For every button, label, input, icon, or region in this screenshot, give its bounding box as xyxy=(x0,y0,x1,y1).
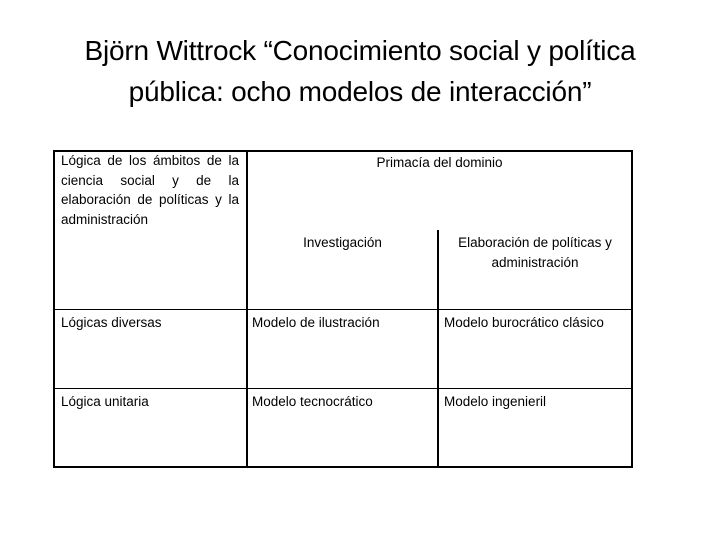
group-header-primacia: Primacía del dominio xyxy=(376,155,503,170)
table-border-right xyxy=(631,150,633,468)
slide-title-line-2: pública: ocho modelos de interacción” xyxy=(128,76,592,107)
corner-header xyxy=(61,151,239,229)
cell-modelo-ilustracion: Modelo de ilustración xyxy=(252,315,380,330)
column-header-elaboracion-line-2: administración xyxy=(491,254,579,270)
corner-header-line-3: elaboración de políticas y la xyxy=(61,192,239,207)
cell-modelo-burocratico: Modelo burocrático clásico xyxy=(444,315,604,330)
row-label-logicas-diversas: Lógicas diversas xyxy=(61,315,162,330)
corner-header-line-1: Lógica de los ámbitos de la xyxy=(61,153,239,168)
table-row-divider-2 xyxy=(53,388,633,389)
column-header-elaboracion-line-1: Elaboración de políticas y xyxy=(458,235,612,250)
table-border-left xyxy=(53,150,55,468)
column-header-elaboracion xyxy=(439,233,631,272)
cell-modelo-ingenieril: Modelo ingenieril xyxy=(444,394,547,409)
corner-header-line-2: ciencia social y de la xyxy=(61,172,239,188)
slide-title-line-1: Björn Wittrock “Conocimiento social y política xyxy=(84,35,636,66)
corner-header-line-4: administración xyxy=(61,211,149,227)
table-row-divider-1 xyxy=(53,309,633,310)
slide-title xyxy=(30,30,690,112)
column-header-investigacion: Investigación xyxy=(303,235,382,250)
table-border-bottom xyxy=(53,466,633,468)
cell-modelo-tecnocratico: Modelo tecnocrático xyxy=(252,394,373,409)
row-label-logica-unitaria: Lógica unitaria xyxy=(61,394,149,409)
table-col-divider-1 xyxy=(246,150,248,468)
